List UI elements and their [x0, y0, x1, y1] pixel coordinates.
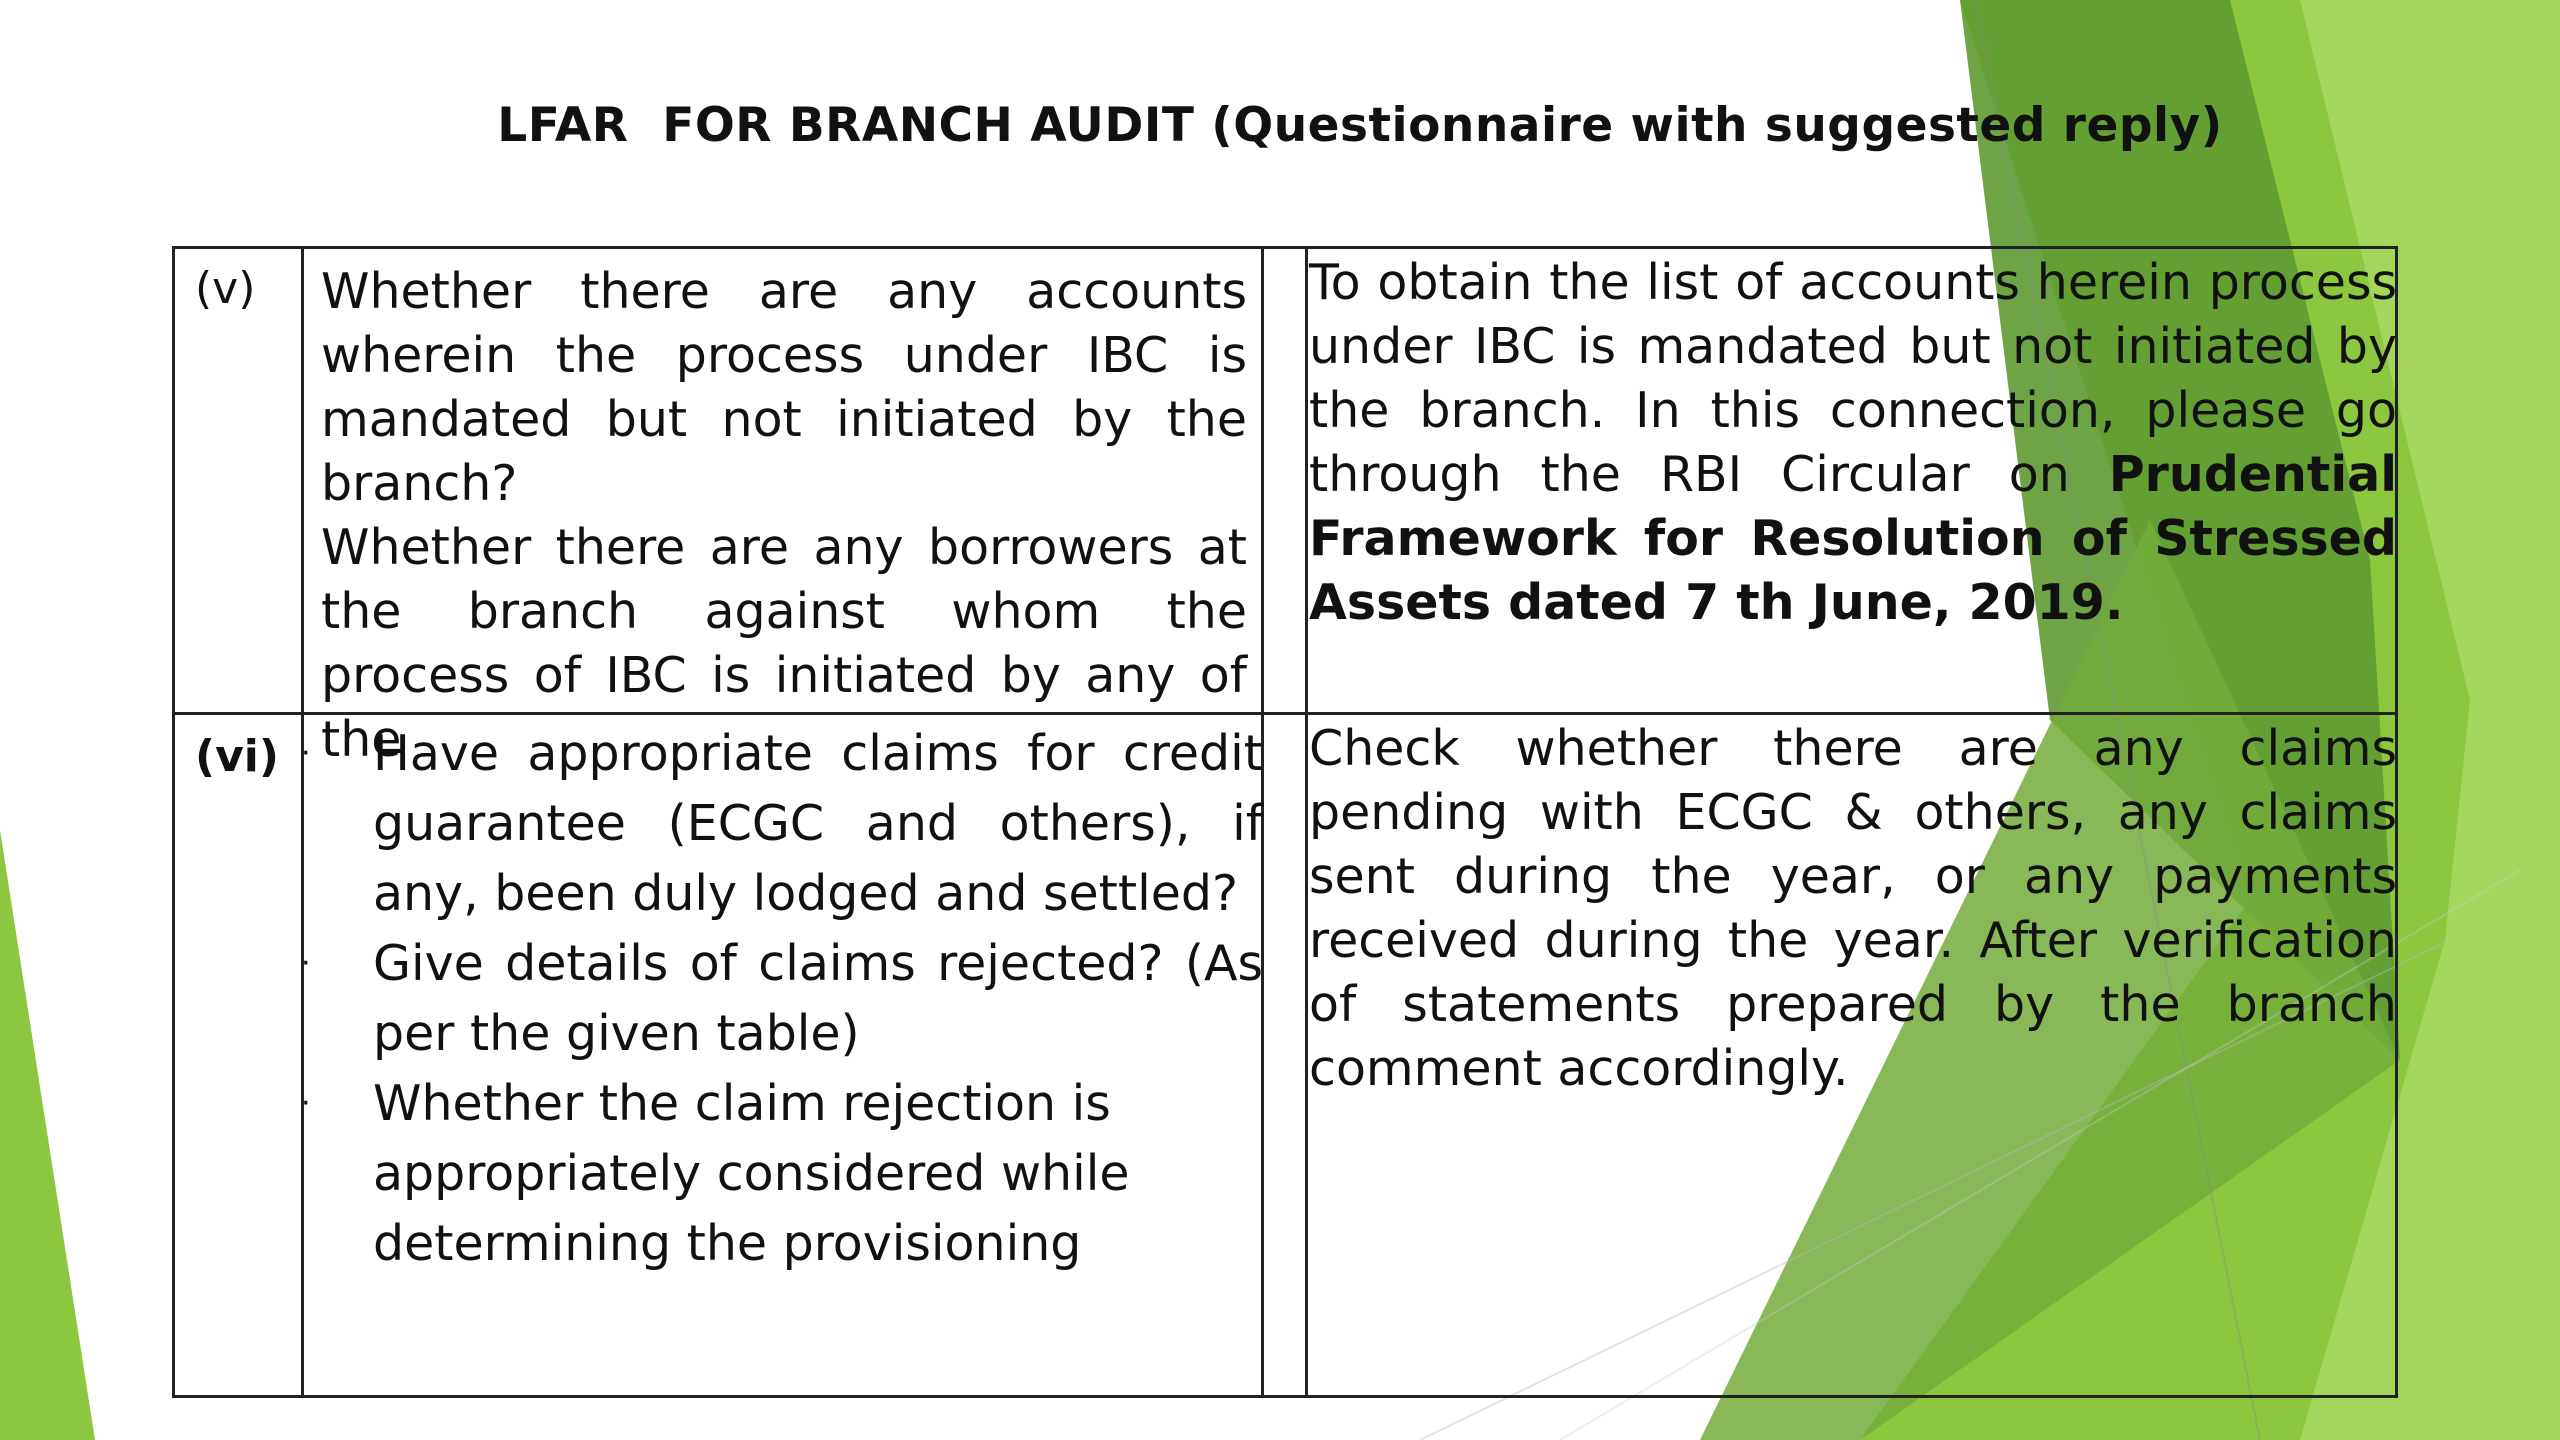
slide-title: LFAR FOR BRANCH AUDIT (Questionnaire with suggested reply) — [497, 98, 2223, 153]
question-vi-list — [301, 719, 1263, 1279]
questionnaire-table — [172, 246, 2398, 1398]
row-number-v: (v) — [195, 263, 256, 314]
answer-vi: Check whether there are any claims pending with ECGC & others, any claims sent during the year, or any payments received during the year. After verification of statements prepared by the branch comment accordingly. — [1309, 720, 2397, 1097]
bullet-dot-1: · — [301, 736, 311, 771]
answer-v — [1309, 251, 2397, 635]
question-v-part1: Whether there are any accounts wherein the process under IBC is mandated but not initiated by the branch? — [321, 263, 1247, 512]
question-vi-bullet-1: · Have appropriate claims for credit guarantee (ECGC and others), if any, been duly lodged and settled? — [373, 719, 1263, 929]
question-v-part2: Whether there are any borrowers at the branch against whom the process of IBC is initiated by any of the — [321, 519, 1247, 768]
column-divider-number — [301, 249, 304, 1395]
question-vi-bullet-3: · Whether the claim rejection is appropriately considered while determining the provisioning — [373, 1069, 1263, 1279]
bullet-dot-2: · — [301, 946, 311, 981]
left-green-sliver — [0, 830, 95, 1440]
question-vi-bullet-2: · Give details of claims rejected? (As per the given table) — [373, 929, 1263, 1069]
bullet-dot-3: · — [301, 1086, 311, 1121]
column-divider-answer — [1305, 249, 1308, 1395]
row-number-vi: (vi) — [195, 731, 279, 782]
answer-v-plain: To obtain the list of accounts herein process under IBC is mandated but not initiated by the branch. In this connection, please go through the RBI Circular on — [1309, 254, 2397, 503]
answer-v-bold: Prudential Framework for Resolution of Stressed Assets dated 7 th June, 2019. — [1309, 446, 2397, 631]
